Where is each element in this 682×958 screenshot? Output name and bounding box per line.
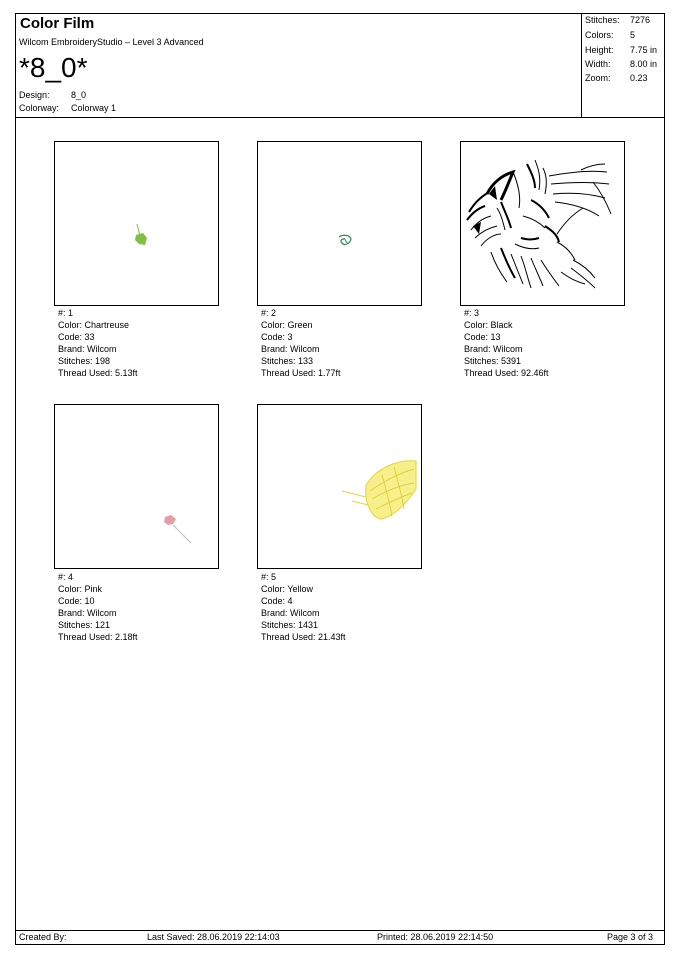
color-tile-3 — [460, 141, 625, 306]
thread-preview-pink — [55, 405, 218, 568]
thread-preview-green — [258, 142, 421, 305]
colorway-value: Colorway 1 — [71, 103, 117, 113]
color-info-1: #: 1 Color: Chartreuse Code: 33 Brand: Wilcom Stitches: 198 Thread Used: 5.13ft — [58, 308, 138, 378]
printed-date: Printed: 28.06.2019 22:14:50 — [377, 932, 494, 942]
color-info-5: #: 5 Color: Yellow Code: 4 Brand: Wilcom Stitches: 1431 Thread Used: 21.43ft — [261, 572, 346, 642]
color-tile-4 — [54, 404, 219, 569]
stat-height: Height: 7.75 in — [585, 45, 658, 55]
color-info-3: #: 3 Color: Black Code: 13 Brand: Wilcom Stitches: 5391 Thread Used: 92.46ft — [464, 308, 549, 378]
thread-preview-yellow — [258, 405, 421, 568]
thread-preview-chartreuse — [55, 142, 218, 305]
color-info-2: #: 2 Color: Green Code: 3 Brand: Wilcom Stitches: 133 Thread Used: 1.77ft — [261, 308, 341, 378]
created-by: Created By: — [19, 932, 67, 942]
colorway-label: Colorway: — [19, 103, 60, 113]
thread-preview-black — [461, 142, 624, 305]
design-value: 8_0 — [71, 90, 87, 100]
page-number: Page 3 of 3 — [607, 932, 654, 942]
design-stats-panel — [581, 14, 665, 117]
design-row — [19, 90, 86, 100]
report-header — [16, 14, 664, 118]
stat-colors: Colors: 5 — [585, 30, 636, 40]
software-name: Wilcom EmbroideryStudio – Level 3 Advanced — [19, 37, 204, 47]
stat-stitches: Stitches: 7276 — [585, 15, 651, 25]
stat-width: Width: 8.00 in — [585, 59, 658, 69]
color-tile-5 — [257, 404, 422, 569]
color-tile-1 — [54, 141, 219, 306]
color-tile-2 — [257, 141, 422, 306]
color-info-4: #: 4 Color: Pink Code: 10 Brand: Wilcom Stitches: 121 Thread Used: 2.18ft — [58, 572, 138, 642]
report-footer — [16, 930, 664, 944]
last-saved: Last Saved: 28.06.2019 22:14:03 — [147, 932, 280, 942]
colorway-row — [19, 103, 116, 113]
stat-zoom: Zoom: 0.23 — [585, 73, 648, 83]
page-frame — [15, 13, 665, 945]
design-label: Design: — [19, 90, 50, 100]
design-name-large: *8_0* — [19, 52, 88, 83]
report-title: Color Film — [20, 15, 95, 32]
